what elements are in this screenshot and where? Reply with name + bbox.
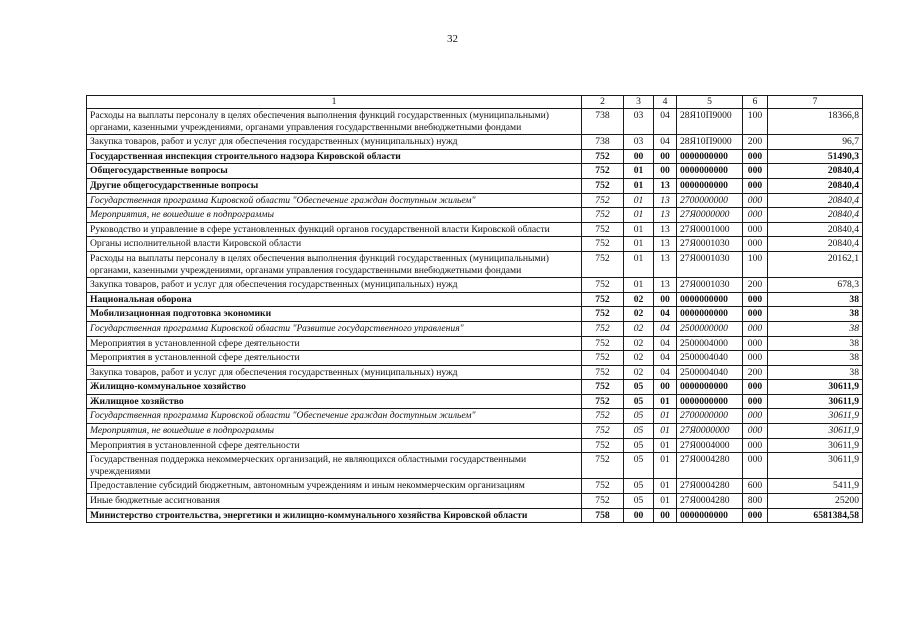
expense-type-cell: 000	[743, 336, 768, 351]
name-cell: Жилищно-коммунальное хозяйство	[87, 380, 582, 395]
grbs-cell: 752	[582, 292, 624, 307]
name-cell: Министерство строительства, энергетики и жилищно-коммунального хозяйства Кировской области	[87, 508, 582, 523]
name-cell: Расходы на выплаты персоналу в целях обеспечения выполнения функций государственных (муниципальными) органами, казенными учреждениями, органами управления государственными внебюджетными фондами	[87, 109, 582, 135]
target-article-cell: 2700000000	[677, 193, 743, 208]
section-cell: 03	[624, 109, 654, 135]
grbs-cell: 752	[582, 351, 624, 366]
column-header: 5	[677, 96, 743, 109]
table-row	[87, 164, 863, 179]
target-article-cell: 2500000000	[677, 321, 743, 336]
section-cell: 01	[624, 237, 654, 252]
table-row	[87, 380, 863, 395]
subsection-cell: 00	[654, 164, 677, 179]
section-cell: 02	[624, 307, 654, 322]
target-article-cell: 27Я0004000	[677, 438, 743, 453]
section-cell: 02	[624, 336, 654, 351]
section-cell: 05	[624, 453, 654, 479]
target-article-cell: 0000000000	[677, 380, 743, 395]
column-header: 1	[87, 96, 582, 109]
name-cell: Закупка товаров, работ и услуг для обеспечения государственных (муниципальных) нужд	[87, 365, 582, 380]
grbs-cell: 752	[582, 321, 624, 336]
subsection-cell: 01	[654, 394, 677, 409]
subsection-cell: 04	[654, 307, 677, 322]
expense-type-cell: 000	[743, 222, 768, 237]
column-header: 3	[624, 96, 654, 109]
amount-cell: 5411,9	[768, 479, 863, 494]
grbs-cell: 752	[582, 164, 624, 179]
table-row	[87, 351, 863, 366]
expense-type-cell: 000	[743, 380, 768, 395]
amount-cell: 18366,8	[768, 109, 863, 135]
table-row	[87, 109, 863, 135]
amount-cell: 20162,1	[768, 251, 863, 277]
target-article-cell: 27Я0001030	[677, 237, 743, 252]
table-row	[87, 292, 863, 307]
table-row	[87, 321, 863, 336]
target-article-cell: 0000000000	[677, 394, 743, 409]
expense-type-cell: 000	[743, 424, 768, 439]
table-row	[87, 453, 863, 479]
target-article-cell: 27Я0000000	[677, 208, 743, 223]
grbs-cell: 752	[582, 453, 624, 479]
expense-type-cell: 100	[743, 251, 768, 277]
expense-type-cell: 000	[743, 438, 768, 453]
table-row	[87, 365, 863, 380]
target-article-cell: 0000000000	[677, 292, 743, 307]
expense-type-cell: 000	[743, 237, 768, 252]
name-cell: Иные бюджетные ассигнования	[87, 494, 582, 509]
name-cell: Закупка товаров, работ и услуг для обеспечения государственных (муниципальных) нужд	[87, 135, 582, 150]
target-article-cell: 27Я0001030	[677, 251, 743, 277]
name-cell: Руководство и управление в сфере установленных функций органов государственной власти Кировской области	[87, 222, 582, 237]
column-header: 6	[743, 96, 768, 109]
amount-cell: 38	[768, 351, 863, 366]
expense-type-cell: 000	[743, 453, 768, 479]
amount-cell: 25200	[768, 494, 863, 509]
section-cell: 01	[624, 208, 654, 223]
table-row	[87, 237, 863, 252]
subsection-cell: 13	[654, 237, 677, 252]
name-cell: Мероприятия в установленной сфере деятельности	[87, 336, 582, 351]
expense-type-cell: 200	[743, 135, 768, 150]
amount-cell: 20840,4	[768, 164, 863, 179]
grbs-cell: 752	[582, 424, 624, 439]
section-cell: 01	[624, 251, 654, 277]
amount-cell: 20840,4	[768, 208, 863, 223]
name-cell: Предоставление субсидий бюджетным, автономным учреждениям и иным некоммерческим организациям	[87, 479, 582, 494]
section-cell: 01	[624, 193, 654, 208]
table-row	[87, 336, 863, 351]
grbs-cell: 752	[582, 278, 624, 293]
section-cell: 00	[624, 508, 654, 523]
amount-cell: 20840,4	[768, 237, 863, 252]
grbs-cell: 752	[582, 237, 624, 252]
expense-type-cell: 200	[743, 278, 768, 293]
expense-type-cell: 000	[743, 307, 768, 322]
expense-type-cell: 000	[743, 164, 768, 179]
subsection-cell: 13	[654, 178, 677, 193]
amount-cell: 38	[768, 292, 863, 307]
section-cell: 02	[624, 292, 654, 307]
section-cell: 01	[624, 222, 654, 237]
table-row	[87, 438, 863, 453]
amount-cell: 6581384,58	[768, 508, 863, 523]
amount-cell: 20840,4	[768, 193, 863, 208]
amount-cell: 38	[768, 365, 863, 380]
table-row	[87, 222, 863, 237]
amount-cell: 96,7	[768, 135, 863, 150]
amount-cell: 30611,9	[768, 453, 863, 479]
table-row	[87, 479, 863, 494]
expense-type-cell: 200	[743, 365, 768, 380]
table-row	[87, 394, 863, 409]
name-cell: Мероприятия, не вошедшие в подпрограммы	[87, 424, 582, 439]
table-row	[87, 251, 863, 277]
subsection-cell: 13	[654, 222, 677, 237]
name-cell: Государственная программа Кировской области "Обеспечение граждан доступным жильем"	[87, 409, 582, 424]
subsection-cell: 13	[654, 208, 677, 223]
grbs-cell: 752	[582, 494, 624, 509]
section-cell: 05	[624, 479, 654, 494]
target-article-cell: 0000000000	[677, 307, 743, 322]
table-row	[87, 135, 863, 150]
target-article-cell: 0000000000	[677, 164, 743, 179]
table-row	[87, 178, 863, 193]
subsection-cell: 01	[654, 409, 677, 424]
table-row	[87, 149, 863, 164]
section-cell: 05	[624, 494, 654, 509]
expense-type-cell: 000	[743, 409, 768, 424]
grbs-cell: 738	[582, 109, 624, 135]
expense-type-cell: 000	[743, 508, 768, 523]
column-header: 2	[582, 96, 624, 109]
table-row	[87, 208, 863, 223]
section-cell: 01	[624, 178, 654, 193]
grbs-cell: 752	[582, 365, 624, 380]
target-article-cell: 27Я0004280	[677, 453, 743, 479]
table-row	[87, 494, 863, 509]
section-cell: 01	[624, 164, 654, 179]
grbs-cell: 752	[582, 251, 624, 277]
section-cell: 05	[624, 424, 654, 439]
column-header: 4	[654, 96, 677, 109]
name-cell: Расходы на выплаты персоналу в целях обеспечения выполнения функций государственных (муниципальными) органами, казенными учреждениями, органами управления государственными внебюджетными фондами	[87, 251, 582, 277]
target-article-cell: 2500004040	[677, 351, 743, 366]
subsection-cell: 01	[654, 453, 677, 479]
amount-cell: 30611,9	[768, 380, 863, 395]
grbs-cell: 752	[582, 479, 624, 494]
name-cell: Мероприятия в установленной сфере деятельности	[87, 351, 582, 366]
target-article-cell: 2500004000	[677, 336, 743, 351]
target-article-cell: 2500004040	[677, 365, 743, 380]
expense-type-cell: 000	[743, 351, 768, 366]
name-cell: Мероприятия, не вошедшие в подпрограммы	[87, 208, 582, 223]
name-cell: Жилищное хозяйство	[87, 394, 582, 409]
subsection-cell: 04	[654, 321, 677, 336]
expense-type-cell: 800	[743, 494, 768, 509]
name-cell: Мобилизационная подготовка экономики	[87, 307, 582, 322]
subsection-cell: 04	[654, 109, 677, 135]
section-cell: 05	[624, 438, 654, 453]
name-cell: Общегосударственные вопросы	[87, 164, 582, 179]
subsection-cell: 00	[654, 380, 677, 395]
grbs-cell: 752	[582, 380, 624, 395]
amount-cell: 30611,9	[768, 394, 863, 409]
expense-type-cell: 000	[743, 394, 768, 409]
subsection-cell: 04	[654, 351, 677, 366]
grbs-cell: 758	[582, 508, 624, 523]
subsection-cell: 13	[654, 278, 677, 293]
amount-cell: 38	[768, 321, 863, 336]
name-cell: Государственная поддержка некоммерческих организаций, не являющихся областными государственными учреждениями	[87, 453, 582, 479]
name-cell: Государственная программа Кировской области "Обеспечение граждан доступным жильем"	[87, 193, 582, 208]
amount-cell: 30611,9	[768, 424, 863, 439]
subsection-cell: 04	[654, 365, 677, 380]
subsection-cell: 13	[654, 251, 677, 277]
name-cell: Государственная программа Кировской области "Развитие государственного управления"	[87, 321, 582, 336]
target-article-cell: 27Я0001030	[677, 278, 743, 293]
amount-cell: 30611,9	[768, 438, 863, 453]
section-cell: 02	[624, 351, 654, 366]
target-article-cell: 27Я0001000	[677, 222, 743, 237]
section-cell: 05	[624, 380, 654, 395]
name-cell: Национальная оборона	[87, 292, 582, 307]
name-cell: Государственная инспекция строительного надзора Кировской области	[87, 149, 582, 164]
target-article-cell: 27Я0004280	[677, 494, 743, 509]
grbs-cell: 752	[582, 438, 624, 453]
target-article-cell: 0000000000	[677, 508, 743, 523]
grbs-cell: 752	[582, 307, 624, 322]
table-row	[87, 409, 863, 424]
subsection-cell: 00	[654, 508, 677, 523]
amount-cell: 30611,9	[768, 409, 863, 424]
page-number: 32	[447, 33, 458, 45]
subsection-cell: 01	[654, 438, 677, 453]
target-article-cell: 28Я10П9000	[677, 109, 743, 135]
target-article-cell: 28Я10П9000	[677, 135, 743, 150]
amount-cell: 38	[768, 336, 863, 351]
expense-type-cell: 000	[743, 178, 768, 193]
grbs-cell: 752	[582, 336, 624, 351]
table-row	[87, 508, 863, 523]
expense-type-cell: 100	[743, 109, 768, 135]
subsection-cell: 01	[654, 494, 677, 509]
grbs-cell: 752	[582, 409, 624, 424]
subsection-cell: 00	[654, 149, 677, 164]
table-row	[87, 424, 863, 439]
name-cell: Мероприятия в установленной сфере деятельности	[87, 438, 582, 453]
target-article-cell: 27Я0000000	[677, 424, 743, 439]
expense-type-cell: 000	[743, 193, 768, 208]
grbs-cell: 752	[582, 178, 624, 193]
amount-cell: 38	[768, 307, 863, 322]
subsection-cell: 13	[654, 193, 677, 208]
expense-type-cell: 000	[743, 321, 768, 336]
grbs-cell: 752	[582, 193, 624, 208]
section-cell: 05	[624, 409, 654, 424]
column-number-row	[87, 96, 863, 109]
section-cell: 02	[624, 365, 654, 380]
subsection-cell: 01	[654, 424, 677, 439]
name-cell: Другие общегосударственные вопросы	[87, 178, 582, 193]
expense-type-cell: 000	[743, 292, 768, 307]
expense-type-cell: 000	[743, 149, 768, 164]
subsection-cell: 01	[654, 479, 677, 494]
subsection-cell: 04	[654, 135, 677, 150]
amount-cell: 678,3	[768, 278, 863, 293]
name-cell: Органы исполнительной власти Кировской области	[87, 237, 582, 252]
section-cell: 01	[624, 278, 654, 293]
section-cell: 00	[624, 149, 654, 164]
column-header: 7	[768, 96, 863, 109]
expense-type-cell: 600	[743, 479, 768, 494]
section-cell: 05	[624, 394, 654, 409]
budget-table	[86, 95, 863, 523]
expense-type-cell: 000	[743, 208, 768, 223]
section-cell: 03	[624, 135, 654, 150]
target-article-cell: 2700000000	[677, 409, 743, 424]
grbs-cell: 752	[582, 394, 624, 409]
subsection-cell: 00	[654, 292, 677, 307]
name-cell: Закупка товаров, работ и услуг для обеспечения государственных (муниципальных) нужд	[87, 278, 582, 293]
table-row	[87, 307, 863, 322]
grbs-cell: 738	[582, 135, 624, 150]
target-article-cell: 0000000000	[677, 178, 743, 193]
table-row	[87, 193, 863, 208]
grbs-cell: 752	[582, 208, 624, 223]
grbs-cell: 752	[582, 222, 624, 237]
table-row	[87, 278, 863, 293]
subsection-cell: 04	[654, 336, 677, 351]
grbs-cell: 752	[582, 149, 624, 164]
amount-cell: 20840,4	[768, 178, 863, 193]
target-article-cell: 0000000000	[677, 149, 743, 164]
section-cell: 02	[624, 321, 654, 336]
amount-cell: 51490,3	[768, 149, 863, 164]
target-article-cell: 27Я0004280	[677, 479, 743, 494]
amount-cell: 20840,4	[768, 222, 863, 237]
